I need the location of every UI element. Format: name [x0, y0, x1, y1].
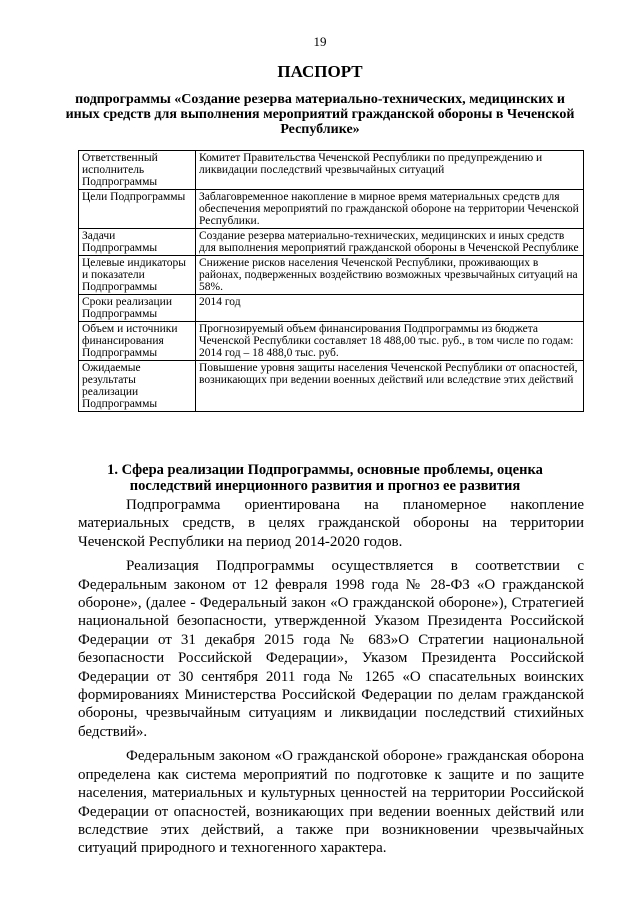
table-row [79, 229, 584, 256]
row-label: Целевые индикаторы и показатели Подпрограммы [79, 256, 196, 295]
table-row [79, 295, 584, 322]
row-label: Ожидаемые результаты реализации Подпрограммы [79, 361, 196, 412]
row-value: Комитет Правительства Чеченской Республики по предупреждению и ликвидации последствий чрезвычайных ситуаций [196, 151, 584, 190]
row-value: Повышение уровня защиты населения Чеченской Республики от опасностей, возникающих при ведении военных действий или вследствие этих действий [196, 361, 584, 412]
row-label: Задачи Подпрограммы [79, 229, 196, 256]
paragraph: Федеральным законом «О гражданской обороне» гражданская оборона определена как система мероприятий по подготовке к защите и по защите населения, материальных и культурных ценностей на территории Российской Федерации от опасностей, возникающих при ведении военных действий или вследствие этих действий, а также при возникновении чрезвычайных ситуаций природного и техногенного характера. [78, 748, 584, 857]
row-label: Сроки реализации Подпрограммы [79, 295, 196, 322]
table-row [79, 361, 584, 412]
paragraph: Реализация Подпрограммы осуществляется в соответствии с Федеральным законом от 12 февраля 1998 года № 28-ФЗ «О гражданской обороне», (далее - Федеральный закон «О гражданской обороне»), Стратегией национальной безопасности, утвержденной Указом Президента Российской Федерации от 31 декабря 2015 года № 683»О Стратегии национальной безопасности Российской Федерации», Указом Президента Российской Федерации от 30 сентября 2011 года № 1265 «О спасательных воинских формированиях Министерства Российской Федерации по делам гражданской обороны, чрезвычайным ситуациям и ликвидации последствий стихийных бедствий». [78, 558, 584, 740]
row-value-extra: 2014 год – 18 488,0 тыс. руб. [199, 347, 339, 359]
page-number: 19 [313, 34, 327, 49]
row-value-text: Прогнозируемый объем финансирования Подпрограммы из бюджета Чеченской Республики составляет 18 488,00 тыс. руб., в том числе по годам: [199, 323, 574, 347]
document-subtitle: подпрограммы «Создание резерва материально-технических, медицинских и иных средств для выполнения мероприятий гражданской обороны в Чеченской Республике» [65, 92, 575, 137]
document-title: ПАСПОРТ [277, 62, 363, 81]
table-row [79, 256, 584, 295]
body-text [78, 496, 584, 864]
row-label: Объем и источники финансирования Подпрограммы [79, 322, 196, 361]
row-value: Снижение рисков населения Чеченской Республики, проживающих в районах, подверженных воздействию возможных чрезвычайных ситуаций на 58%. [196, 256, 584, 295]
paragraph: Подпрограмма ориентирована на планомерное накопление материальных средств, в целях гражданской обороны на территории Чеченской Республики на период 2014-2020 годов. [78, 497, 584, 550]
row-label: Цели Подпрограммы [79, 190, 196, 229]
table-row [79, 322, 584, 361]
row-label: Ответственный исполнитель Подпрограммы [79, 151, 196, 190]
table-row [79, 190, 584, 229]
row-value: 2014 год [196, 295, 584, 322]
section-heading: 1. Сфера реализации Подпрограммы, основные проблемы, оценка последствий инерционного развития и прогноз ее развития [107, 462, 543, 494]
row-value: Заблаговременное накопление в мирное время материальных средств для обеспечения мероприятий по гражданской обороне на территории Чеченской Республики. [196, 190, 584, 229]
passport-table [78, 150, 584, 412]
table-row [79, 151, 584, 190]
row-value [196, 322, 584, 361]
row-value: Создание резерва материально-технических, медицинских и иных средств для выполнения мероприятий гражданской обороны в Чеченской Республике [196, 229, 584, 256]
